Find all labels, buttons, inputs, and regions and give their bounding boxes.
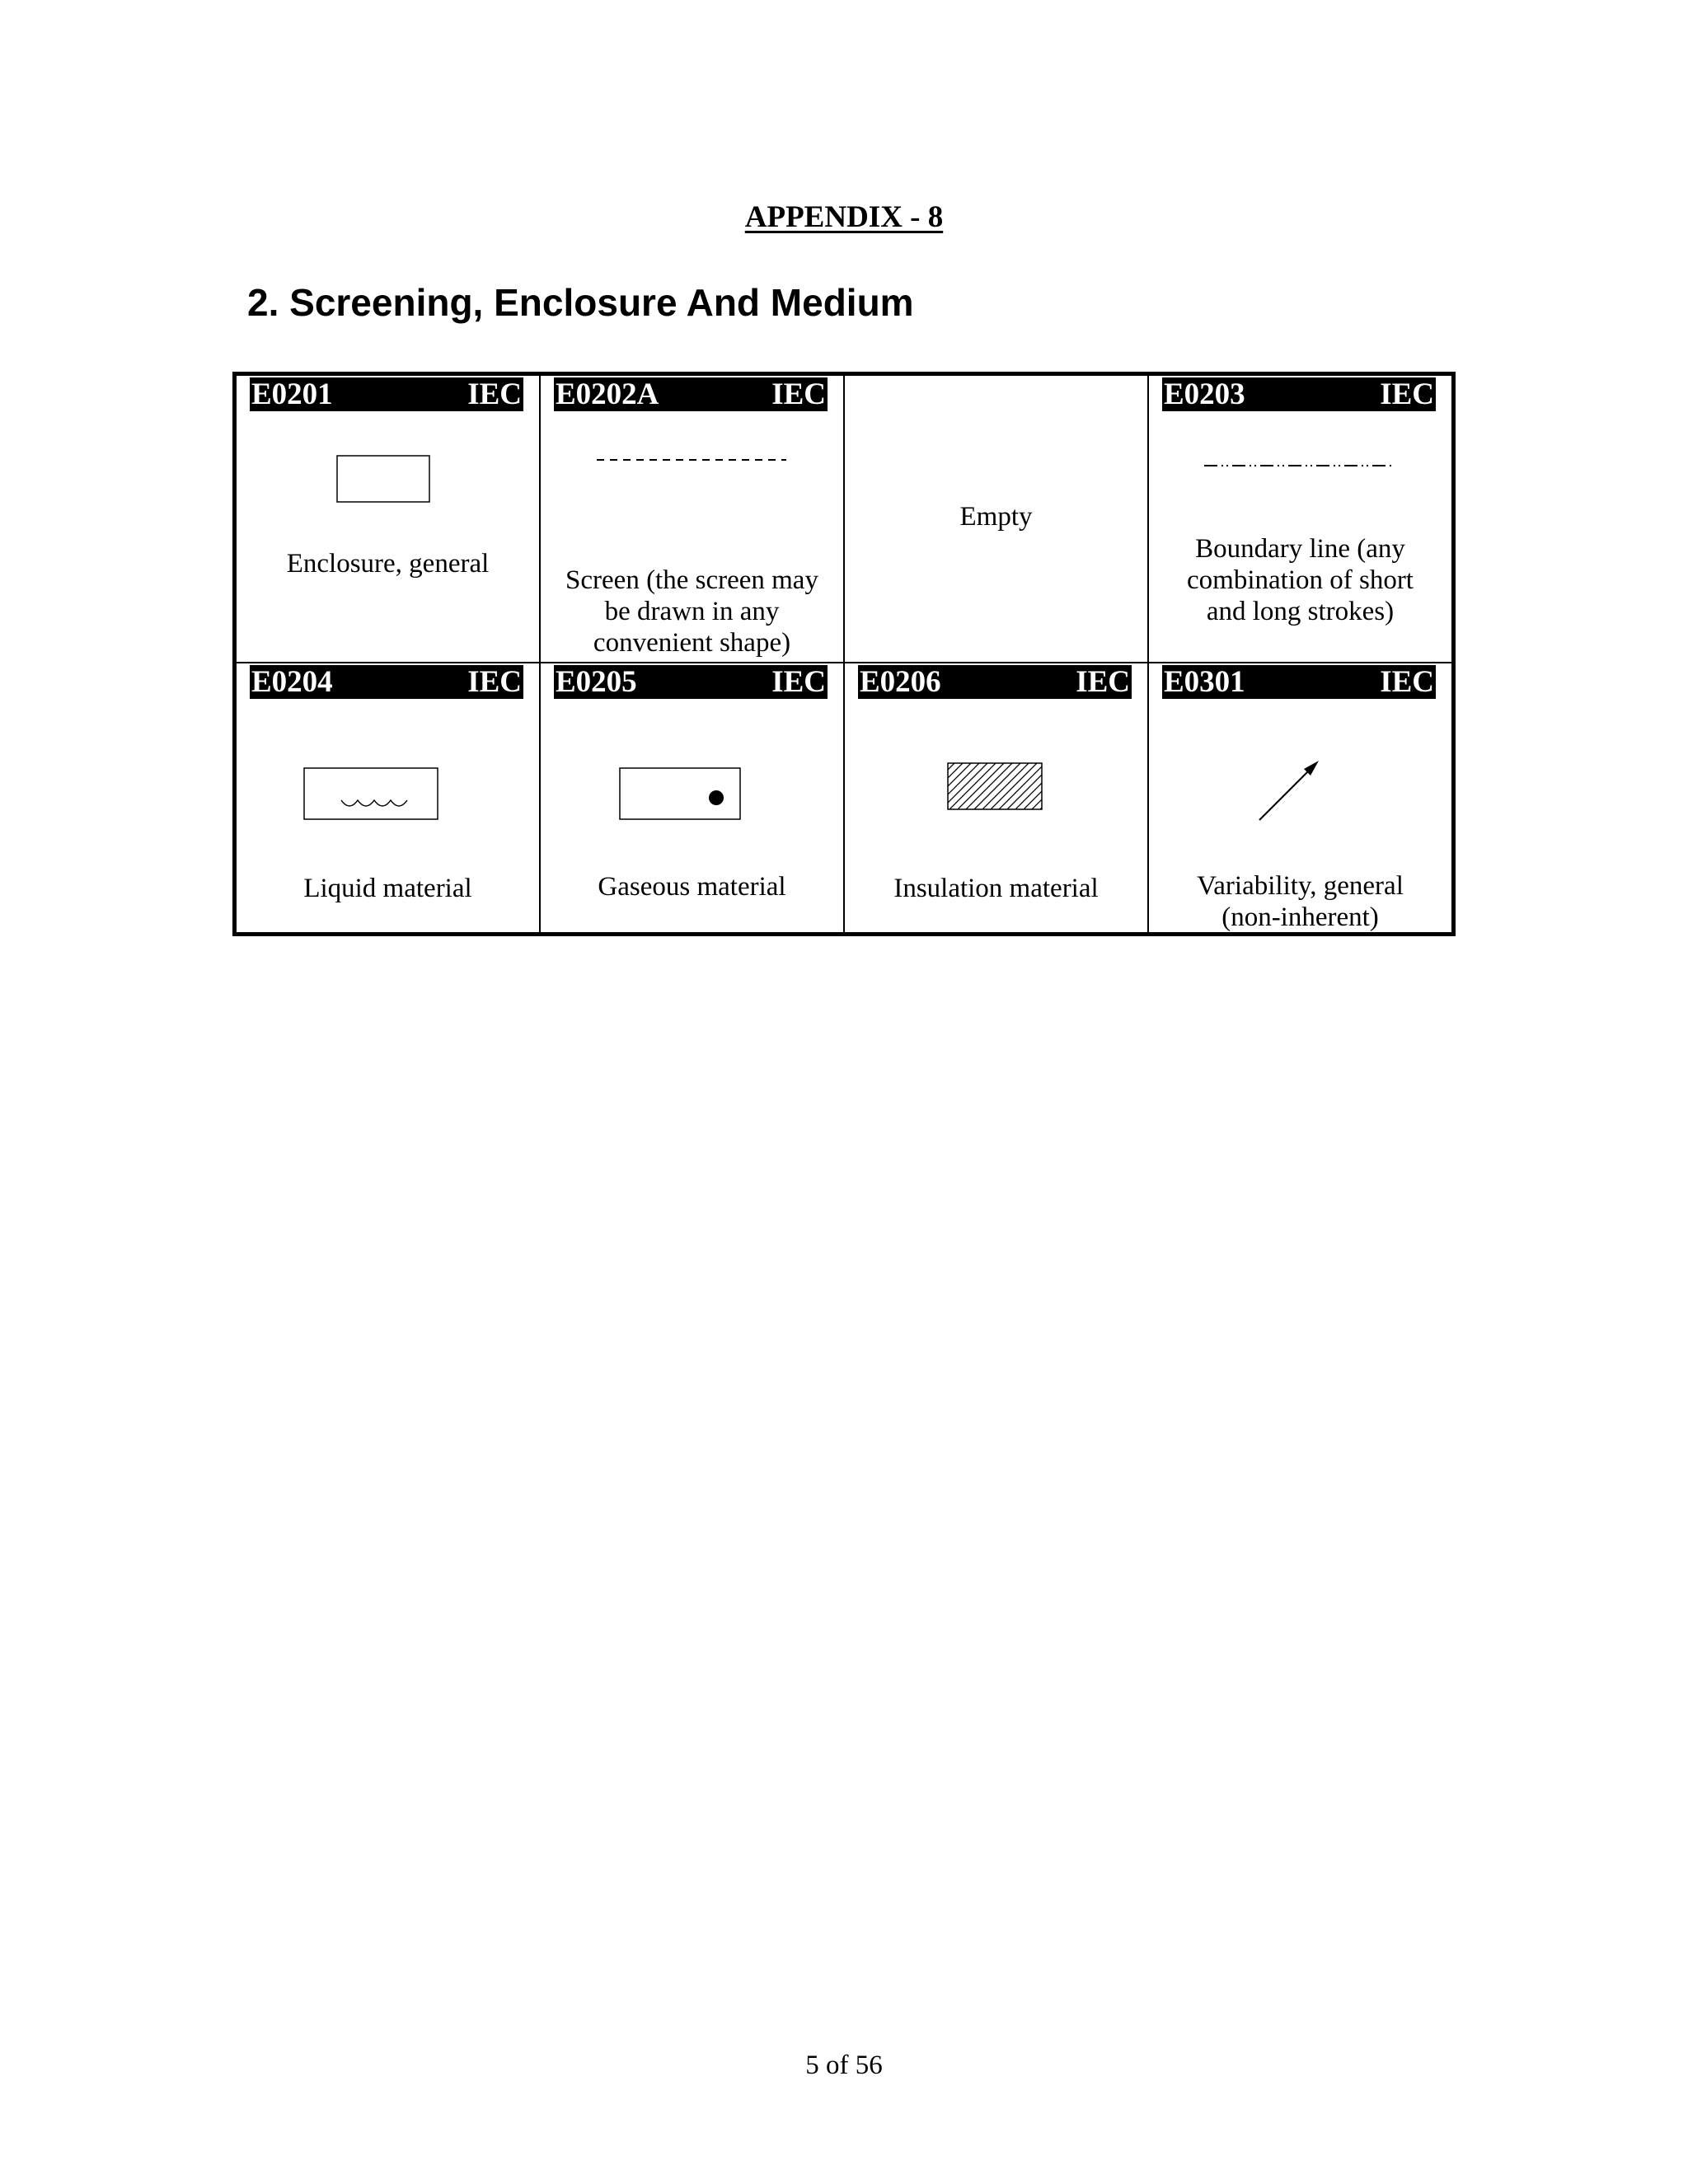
symbol-code: E0301	[1164, 665, 1245, 699]
gaseous-material-icon	[619, 767, 743, 822]
caption-line: Screen (the screen may	[565, 565, 818, 595]
symbol-code: E0204	[251, 665, 333, 699]
symbol-cell-e0204	[237, 663, 539, 936]
symbol-cell-e0301	[1149, 663, 1451, 936]
symbol-cell-e0202a	[541, 376, 843, 662]
symbol-table	[232, 372, 1456, 936]
symbol-standard: IEC	[467, 377, 522, 411]
symbol-cell-e0201	[237, 376, 539, 662]
cell-header	[1162, 665, 1436, 699]
symbol-code: E0206	[860, 665, 941, 699]
symbol-cell-e0206	[845, 663, 1147, 936]
caption-line: be drawn in any	[604, 597, 780, 626]
symbol-caption: Gaseous material	[598, 872, 786, 902]
empty-cell	[845, 376, 1147, 662]
symbol-caption	[541, 565, 843, 658]
caption-line: Boundary line (any	[1195, 534, 1405, 564]
symbol-standard: IEC	[467, 665, 522, 699]
symbol-cell-e0205	[541, 663, 843, 936]
screen-dashed-line-icon	[597, 457, 788, 463]
symbol-caption: Enclosure, general	[286, 549, 490, 579]
cell-header	[554, 377, 828, 411]
cell-header	[1162, 377, 1436, 411]
symbol-code: E0202A	[556, 377, 659, 411]
cell-header	[554, 665, 828, 699]
page-number: 5 of 56	[805, 2050, 883, 2080]
symbol-code: E0201	[251, 377, 333, 411]
symbol-standard: IEC	[1380, 377, 1434, 411]
caption-line: (non-inherent)	[1221, 902, 1379, 932]
liquid-material-icon	[303, 767, 440, 822]
symbol-standard: IEC	[771, 665, 826, 699]
section-title: 2. Screening, Enclosure And Medium	[247, 281, 914, 324]
caption-line: Variability, general	[1197, 871, 1404, 901]
symbol-code: E0203	[1164, 377, 1245, 411]
caption-line: and long strokes)	[1206, 597, 1395, 626]
symbol-standard: IEC	[1076, 665, 1130, 699]
caption-line: convenient shape)	[593, 628, 791, 658]
symbol-caption: Insulation material	[893, 874, 1099, 903]
symbol-standard: IEC	[1380, 665, 1434, 699]
boundary-line-icon	[1204, 462, 1395, 469]
symbol-code: E0205	[556, 665, 637, 699]
symbol-caption: Empty	[959, 502, 1033, 532]
symbol-caption	[1149, 870, 1451, 933]
appendix-heading: APPENDIX - 8	[744, 200, 944, 234]
variability-arrow-icon	[1256, 757, 1322, 823]
caption-line: combination of short	[1187, 565, 1414, 595]
symbol-standard: IEC	[771, 377, 826, 411]
insulation-hatch-icon	[947, 762, 1044, 812]
symbol-cell-e0203	[1149, 376, 1451, 662]
cell-header	[858, 665, 1132, 699]
cell-header	[250, 377, 523, 411]
symbol-caption: Liquid material	[303, 874, 472, 903]
enclosure-symbol-icon	[336, 455, 432, 504]
symbol-caption	[1149, 533, 1451, 627]
cell-header	[250, 665, 523, 699]
